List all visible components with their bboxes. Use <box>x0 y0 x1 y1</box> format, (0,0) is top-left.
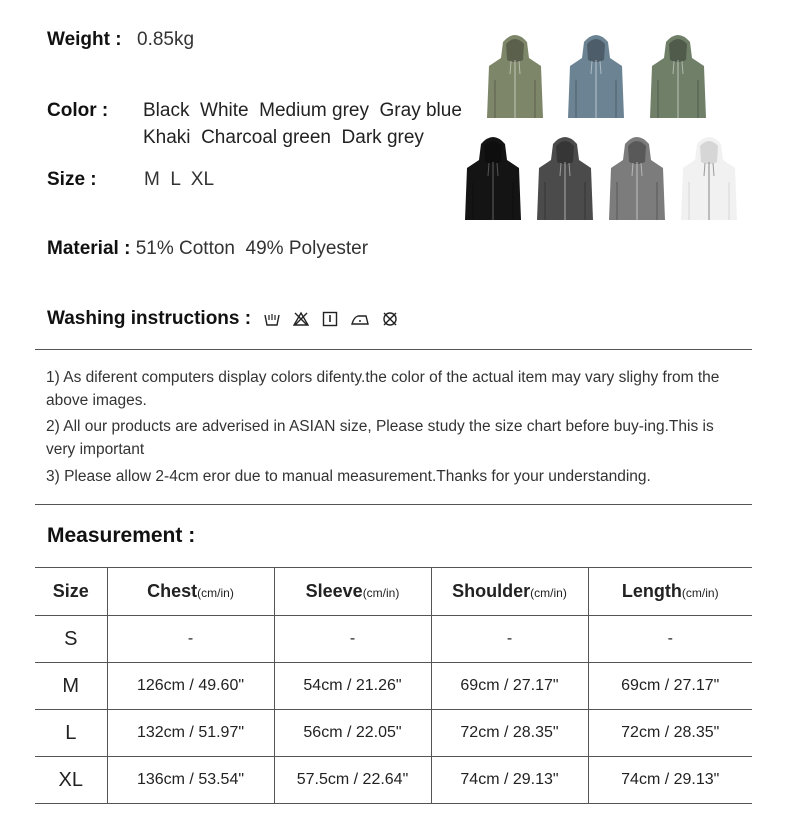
washing-instructions <box>47 308 406 330</box>
header-shoulder-unit: (cm/in) <box>530 586 567 600</box>
color-values-line1: Black White Medium grey Gray blue <box>143 100 462 121</box>
measurement-title: Measurement : <box>47 524 196 547</box>
table-row <box>35 616 752 663</box>
hoodie-khaki <box>485 30 545 125</box>
tumble-dry-icon <box>322 311 338 327</box>
hoodie-black <box>463 132 523 227</box>
material-spec <box>47 238 368 260</box>
washing-label: Washing instructions : <box>47 308 252 329</box>
shoulder-cell: 69cm / 27.17" <box>431 663 588 710</box>
hoodie-charcoal-green <box>648 30 708 125</box>
header-size-label: Size <box>52 581 89 601</box>
note-color-variation: 1) As diferent computers display colors difenty.the color of the actual item may vary slighy from the above images. <box>46 369 720 409</box>
shoulder-cell: 72cm / 28.35" <box>431 710 588 757</box>
header-chest-label: Chest <box>147 581 198 601</box>
header-shoulder <box>431 568 588 616</box>
color-label-text: Color : <box>47 100 109 121</box>
divider-top <box>35 349 752 350</box>
header-length-unit: (cm/in) <box>681 586 719 600</box>
sleeve-cell: 56cm / 22.05" <box>274 710 431 757</box>
hoodie-dark-grey <box>535 132 595 227</box>
chest-cell: 126cm / 49.60" <box>107 663 274 710</box>
size-chart-table <box>35 567 752 804</box>
size-cell: S <box>35 616 107 663</box>
table-row <box>35 663 752 710</box>
weight-spec <box>47 29 194 51</box>
hoodie-white <box>679 132 739 227</box>
table-row <box>35 710 752 757</box>
shoulder-cell: 74cm / 29.13" <box>431 757 588 804</box>
sleeve-cell: 57.5cm / 22.64" <box>274 757 431 804</box>
header-sleeve-unit: (cm/in) <box>362 586 400 600</box>
weight-value: 0.85kg <box>137 29 195 50</box>
size-cell: M <box>35 663 107 710</box>
shoulder-cell: - <box>431 616 588 663</box>
header-size <box>35 568 107 616</box>
size-cell: XL <box>58 768 83 791</box>
hand-wash-icon <box>264 311 280 327</box>
sleeve-cell: 54cm / 21.26" <box>274 663 431 710</box>
size-spec <box>47 169 214 191</box>
length-cell: 69cm / 27.17" <box>588 663 752 710</box>
hoodie-medium-grey <box>607 132 667 227</box>
weight-label: Weight : <box>47 29 122 50</box>
material-value: 51% Cotton 49% Polyester <box>135 238 369 259</box>
no-bleach-icon <box>293 311 309 327</box>
no-dry-clean-icon <box>382 311 398 327</box>
size-label: Size : <box>47 169 97 190</box>
divider-bottom <box>35 504 752 505</box>
iron-icon <box>351 311 369 327</box>
chest-cell: 136cm / 53.54" <box>107 757 274 804</box>
color-label <box>47 100 108 122</box>
material-label: Material : <box>47 238 131 259</box>
chest-cell: - <box>107 616 274 663</box>
table-row <box>35 757 752 804</box>
note-measurement-error: 3) Please allow 2-4cm eror due to manual measurement.Thanks for your understanding. <box>46 468 651 485</box>
header-shoulder-label: Shoulder <box>452 581 531 601</box>
header-length <box>588 568 752 616</box>
sleeve-cell: - <box>274 616 431 663</box>
size-cell: L <box>35 710 107 757</box>
length-cell: 74cm / 29.13" <box>588 757 752 804</box>
table-header-row <box>35 568 752 616</box>
header-sleeve <box>274 568 431 616</box>
header-length-label: Length <box>621 581 682 601</box>
header-sleeve-label: Sleeve <box>305 581 363 601</box>
color-values-line2: Khaki Charcoal green Dark grey <box>143 127 424 148</box>
header-chest-unit: (cm/in) <box>197 586 234 600</box>
hoodie-gray-blue <box>566 30 626 125</box>
header-chest <box>107 568 274 616</box>
length-cell: 72cm / 28.35" <box>588 710 752 757</box>
chest-cell: 132cm / 51.97" <box>107 710 274 757</box>
length-cell: - <box>588 616 752 663</box>
size-value: M L XL <box>144 169 215 190</box>
note-asian-size: 2) All our products are adverised in ASIAN size, Please study the size chart before buy-ing.This is very important <box>46 418 714 458</box>
